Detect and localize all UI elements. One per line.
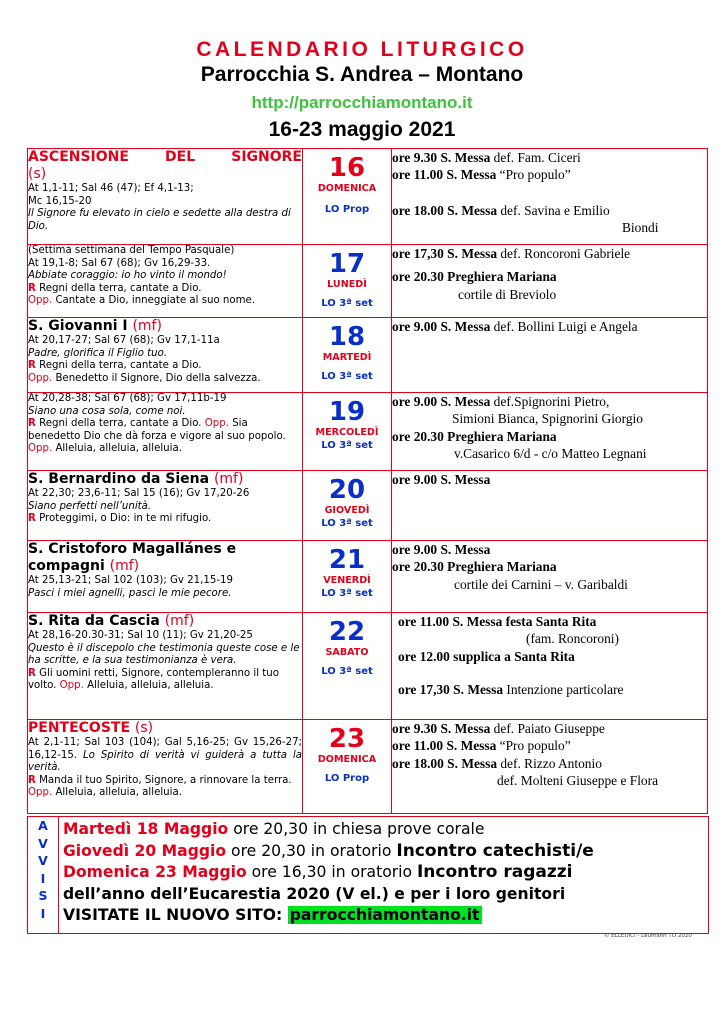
responsorial: R Gli uomini retti, Signore, contempleranno il tuo volto. Opp. Alleluia, alleluia, alleluia. — [28, 667, 279, 692]
readings-cell — [28, 720, 303, 814]
responsorial: R Manda il tuo Spirito, Signore, a rinnovare la terra. Opp. Alleluia, alleluia, alleluia. — [28, 774, 292, 799]
readings-cell — [28, 541, 303, 613]
notice-line: VISITATE IL NUOVO SITO: parrocchiamontano.it — [63, 906, 480, 924]
antiphon: Questo è il discepolo che testimonia queste cose e le ha scritte, e la sua testimonianza è vera. — [28, 642, 300, 667]
readings: Mc 16,15-20 — [28, 195, 92, 207]
day-number: 16 — [328, 153, 366, 183]
event-line: ore 9.30 S. Messa def. Fam. Ciceri — [392, 150, 581, 165]
day-box — [303, 471, 392, 541]
event-line: ore 20.30 Preghiera Mariana — [392, 269, 557, 285]
readings: At 22,30; 23,6-11; Sal 15 (16); Gv 17,20-26 — [28, 488, 250, 499]
readings: At 2,1-11; Sal 103 (104); Gal 5,16-25; Gv 15,26-27; 16,12-15. Lo Spirito di verità vi guiderà a tutta la verità. — [28, 737, 303, 774]
event-line: ore 20.30 Preghiera Mariana — [392, 559, 557, 575]
responsorial: R Regni della terra, cantate a Dio. — [28, 360, 202, 372]
antiphon: Siano una cosa sola, come noi. — [28, 405, 186, 417]
feast-title: PENTECOSTE (s) — [28, 720, 154, 736]
readings-cell — [28, 471, 303, 541]
events-cell — [392, 318, 708, 393]
day-box — [303, 541, 392, 613]
readings-cell — [28, 245, 303, 318]
day-name: GIOVEDÌ — [324, 505, 370, 516]
event-line: ore 9.00 S. Messa — [392, 472, 491, 487]
antiphon: Il Signore fu elevato in cielo e sedette alla destra di Dio. — [28, 208, 291, 232]
day-row — [28, 318, 708, 393]
liturgy-of-hours: LO 3ª set — [321, 440, 373, 451]
antiphon: Pasci i miei agnelli, pasci le mie pecore. — [28, 587, 232, 599]
events-cell — [392, 245, 708, 318]
site-link[interactable]: parrocchiamontano.it — [289, 906, 480, 924]
feast-title: S. Bernardino da Siena (mf) — [28, 471, 244, 487]
event-line: cortile di Breviolo — [458, 286, 557, 302]
notice-line: Giovedì 20 Maggio ore 20,30 in oratorio Incontro catechisti/e — [63, 840, 594, 861]
readings: At 20,28-38; Sal 67 (68); Gv 17,11b-19 — [28, 393, 227, 404]
feast-grade: (s) — [28, 166, 47, 182]
day-row — [28, 471, 708, 541]
event-line: ore 17,30 S. Messa def. Roncoroni Gabriele — [392, 246, 631, 261]
responsorial: R Proteggimi, o Dio: in te mi rifugio. — [28, 513, 212, 525]
day-name: VENERDÌ — [323, 575, 371, 586]
liturgy-of-hours: LO Prop — [324, 773, 370, 784]
feast-title: S. Rita da Cascia (mf) — [28, 613, 195, 629]
feast-word-3: SIGNORE — [231, 149, 302, 165]
day-box — [303, 720, 392, 814]
day-name: DOMENICA — [317, 754, 377, 765]
liturgy-of-hours: LO 3ª set — [321, 298, 373, 309]
day-name: LUNEDÌ — [327, 279, 367, 290]
event-line: ore 17,30 S. Messa Intenzione particolare — [398, 681, 624, 697]
liturgy-of-hours: LO 3ª set — [321, 518, 373, 529]
feast-title — [28, 149, 302, 166]
antiphon: Abbiate coraggio: io ho vinto il mondo! — [28, 270, 227, 282]
day-row — [28, 393, 708, 471]
event-line: Simioni Bianca, Spignorini Giorgio — [452, 411, 643, 427]
events-cell — [392, 613, 708, 720]
day-number: 22 — [328, 617, 366, 647]
day-row — [28, 149, 708, 245]
day-name: DOMENICA — [317, 183, 377, 194]
feast-word-1: ASCENSIONE — [28, 149, 129, 165]
day-name: SABATO — [325, 647, 369, 658]
event-line: ore 11.00 S. Messa “Pro populo” — [392, 167, 571, 183]
calendar-table — [27, 148, 708, 814]
feast-title: S. Cristoforo Magallánes e compagni (mf) — [28, 541, 237, 574]
day-row — [28, 613, 708, 720]
day-row — [28, 245, 708, 318]
copyright: © ELLEDICI - Leumann TO 2020 — [604, 933, 692, 939]
event-line: def. Molteni Giuseppe e Flora — [497, 772, 659, 788]
event-line: ore 9.00 S. Messa def.Spignorini Pietro, — [392, 394, 610, 409]
readings: At 1,1-11; Sal 46 (47); Ef 4,1-13; — [28, 183, 194, 194]
response: Opp. Benedetto il Signore, Dio della salvezza. — [28, 372, 261, 384]
event-line: ore 11.00 S. Messa “Pro populo” — [392, 738, 571, 754]
event-line: ore 20.30 Preghiera Mariana — [392, 428, 557, 444]
responsorial: R Regni della terra, cantate a Dio. Opp. Sia benedetto Dio che dà forza e vigore al suo popolo. Opp. Alleluia, alleluia, alleluia. — [28, 418, 286, 455]
events-cell — [392, 541, 708, 613]
day-number: 17 — [328, 249, 366, 279]
notices-list — [63, 819, 708, 927]
notices-box — [27, 816, 709, 934]
readings: At 28,16-20.30-31; Sal 10 (11); Gv 21,20-25 — [28, 630, 253, 641]
date-range: 16-23 maggio 2021 — [268, 118, 456, 141]
day-box — [303, 149, 392, 245]
day-number: 20 — [328, 475, 366, 505]
readings-cell — [28, 613, 303, 720]
event-line: cortile dei Carnini – v. Garibaldi — [454, 576, 628, 592]
readings: At 19,1-8; Sal 67 (68); Gv 16,29-33. — [28, 257, 211, 269]
day-number: 19 — [328, 397, 366, 427]
liturgy-of-hours: LO Prop — [324, 204, 370, 215]
event-line: ore 11.00 S. Messa festa Santa Rita — [398, 614, 597, 629]
liturgy-of-hours: LO 3ª set — [321, 588, 373, 599]
notices-vertical-label: A V V I S I — [28, 817, 59, 933]
notice-line: Domenica 23 Maggio ore 16,30 in oratorio Incontro ragazzi — [63, 862, 573, 882]
events-cell — [392, 149, 708, 245]
event-line: ore 9.30 S. Messa def. Paiato Giuseppe — [392, 721, 605, 736]
events-cell — [392, 393, 708, 471]
events-cell — [392, 471, 708, 541]
readings-cell — [28, 318, 303, 393]
event-line: ore 9.00 S. Messa def. Bollini Luigi e Angela — [392, 319, 638, 334]
day-row — [28, 720, 708, 814]
parish-url[interactable]: http://parrocchiamontano.it — [251, 93, 473, 112]
notice-line: Martedì 18 Maggio ore 20,30 in chiesa prove corale — [63, 820, 485, 838]
day-box — [303, 613, 392, 720]
event-line: (fam. Roncoroni) — [526, 631, 619, 647]
calendar-title: CALENDARIO LITURGICO — [196, 38, 528, 61]
day-box — [303, 245, 392, 318]
parish-name: Parrocchia S. Andrea – Montano — [200, 63, 524, 86]
event-line: ore 18.00 S. Messa def. Savina e Emilio — [392, 202, 610, 218]
responsorial: R Regni della terra, cantate a Dio. — [28, 282, 202, 294]
season-note: (Settima settimana del Tempo Pasquale) — [28, 245, 235, 256]
readings-cell — [28, 393, 303, 471]
liturgy-of-hours: LO 3ª set — [321, 371, 373, 382]
day-box — [303, 318, 392, 393]
day-number: 18 — [328, 322, 366, 352]
event-line: ore 9.00 S. Messa — [392, 542, 491, 557]
response: Opp. Cantate a Dio, inneggiate al suo nome. — [28, 295, 256, 307]
antiphon: Siano perfetti nell’unità. — [28, 500, 152, 512]
day-name: MERCOLEDÌ — [315, 427, 379, 438]
day-row — [28, 541, 708, 613]
event-line: Biondi — [622, 219, 659, 235]
liturgy-of-hours: LO 3ª set — [321, 666, 373, 677]
readings: At 20,17-27; Sal 67 (68); Gv 17,1-11a — [28, 335, 220, 346]
day-number: 23 — [328, 724, 366, 754]
day-name: MARTEDÌ — [322, 352, 372, 363]
notice-line: dell’anno dell’Eucarestia 2020 (V el.) e per i loro genitori — [63, 884, 566, 903]
day-number: 21 — [328, 545, 366, 575]
feast-word-2: DEL — [165, 149, 196, 165]
day-box — [303, 393, 392, 471]
events-cell — [392, 720, 708, 814]
event-line: ore 12.00 supplica a Santa Rita — [398, 648, 575, 664]
readings-cell — [28, 149, 303, 245]
feast-title: S. Giovanni I (mf) — [28, 318, 162, 334]
antiphon: Padre, glorifica il Figlio tuo. — [28, 347, 168, 359]
readings: At 25,13-21; Sal 102 (103); Gv 21,15-19 — [28, 575, 233, 586]
event-line: v.Casarico 6/d - c/o Matteo Legnani — [454, 445, 647, 461]
event-line: ore 18.00 S. Messa def. Rizzo Antonio — [392, 755, 602, 771]
